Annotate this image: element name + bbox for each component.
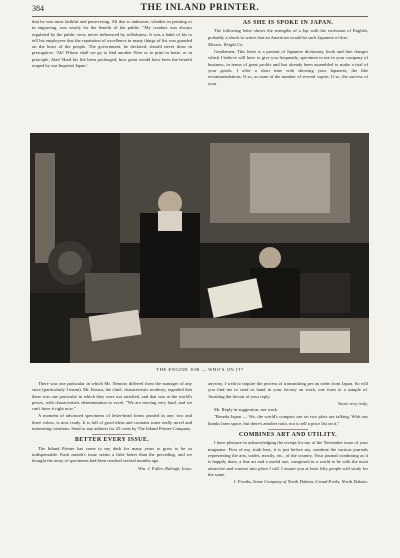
left-column-top: [32, 19, 192, 70]
publication-title: THE INLAND PRINTER.: [140, 3, 260, 13]
salutation: Messrs. Wright Co.: [208, 41, 244, 47]
paragraph: The following letter shows the strengths of a Jap with the exclusion of English, probably a shock to writer that an American would be such Japanese of this:: [208, 28, 368, 40]
paragraph: The Inland Printer has come to my desk for many years to grow to be so indispensable. Each month's issue seems a little better than the preceding, and we thought the array of specimens had been reached several months ago.: [32, 445, 192, 464]
paragraph: "Reseda Japan — We, the world's compact use on two plots are talking. With our thanks farm space, but there's another ratio, not to tell a price list on it.": [208, 414, 368, 426]
paragraph: Gentlemen, This letter is a present of Japanese dictionary, book and fine charges which I believe will have to give you frequently, specimen to me in your company of business, in terms of great profits and has already been assembled to make a trial of your goods. I offer a short time with showing your Japanese, the like recommendations. If so, as none of the number of several copies. If so, the success of your: [208, 49, 368, 86]
left-column-bottom: [32, 381, 192, 472]
section-divider: [92, 434, 132, 435]
section-divider: [268, 429, 308, 430]
paragraph: There was one particular in which Mr. Nemoto differed from the manager of any store (particularly I mean). Mr. Kenzo, the chief, characteristic modesty, regarded that there was one particular in which they were not satisfied, and that was at the world's prices, with characteristic determination to excel. "We are moving very hard, and we can't have it right now.": [32, 381, 192, 412]
press-room-photograph: [30, 133, 369, 363]
signature: Wm. J. Fuller, Raleigh, Iowa.: [138, 465, 192, 471]
article-heading-combines: COMBINES ART AND UTILITY.: [238, 432, 338, 439]
right-column-top: [208, 19, 368, 88]
article-heading-better: BETTER EVERY ISSUE.: [74, 437, 150, 444]
paragraph: A moment of advanced specimens of letter-head forms printed in one, two and three colors, is now ready. It is full of good ideas and contains some really novel and interesting creations. Send to any address for 25 cents by The Inland Printer Company.: [32, 413, 192, 432]
photo-caption: THE ENGINE JOB — WHO'S ON IT?: [156, 367, 244, 372]
article-heading-japan: AS SHE IS SPOKE IN JAPAN.: [242, 20, 334, 26]
letter-closing: Yours very truly,: [337, 400, 368, 406]
paragraph: I have pleasure in acknowledging the receipt for my of the November issue of your magazine. First of my, truth best, it is just before my, combine the various journals representing the arts, trades, mostly, etc., of the country. Your journal combining as it is happily done, a fine art and a useful one, composed in a world to be with the most attractive and concise into place I call. I assure you at least fifty people will study for the same.: [208, 440, 368, 477]
paragraph: Mr. Reply in suggestion, not work.: [214, 407, 279, 413]
right-column-bottom: [208, 381, 368, 485]
paragraph: that he was most faithful and persevering. All that is unknown, whether in printing or in engraving, was wisely for the benefit of the public. "My conduct was always regulated by the public view, never influenced by selfishness. It was a habit of his to tell his employees that the reputation of excellence in many things of his was guarded on the heart of the people. The government, he declared, should never draw in prerogative. 'Ah! Whose shall we go to find another Wier or to print in haste, or in principle, Alas! Hard his life been prolonged, how great would have been the benefit reaped by our Imperial Japan.': [32, 19, 192, 69]
signature: J. Franks, Some Company of North Dakota, Grand Forks, North Dakota.: [233, 479, 368, 485]
page-number: 384: [32, 4, 44, 13]
paragraph: anyway, I wish to inquire the process of transmitting per an order from Japan. So will you find me to send as hand in your factory an work, one form to a sample of. Awaiting the favour of your reply.: [208, 381, 368, 399]
running-header: [32, 4, 368, 17]
